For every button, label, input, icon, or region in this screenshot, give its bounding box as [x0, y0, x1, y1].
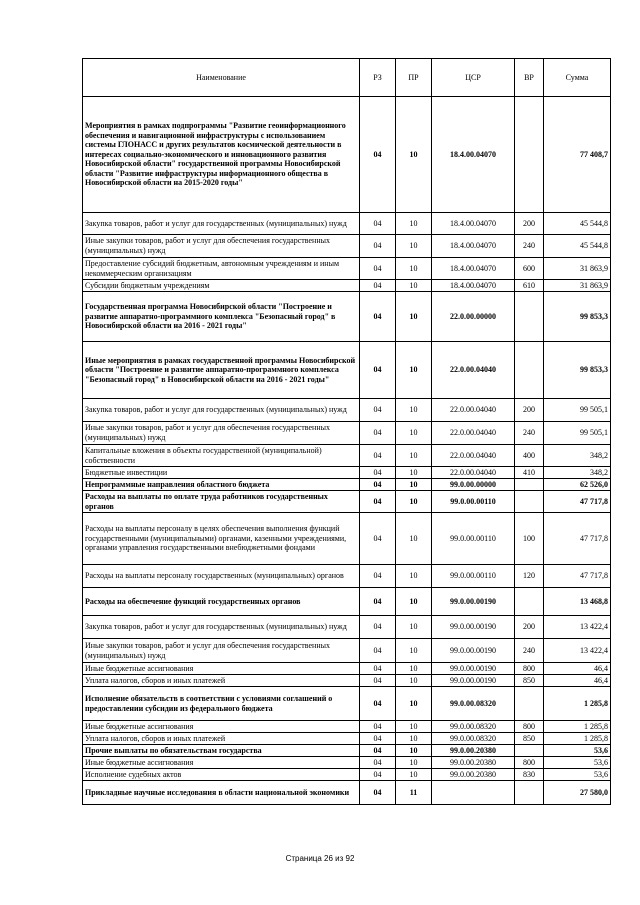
cell-csr: 99.0.00.00110	[432, 513, 515, 565]
cell-csr: 99.0.00.00110	[432, 491, 515, 513]
cell-rz: 04	[360, 292, 396, 342]
cell-csr: 99.0.00.00190	[432, 639, 515, 663]
table-row	[83, 639, 611, 663]
cell-vr: 200	[515, 616, 544, 639]
header-pr: ПР	[396, 59, 432, 97]
table-row	[83, 292, 611, 342]
cell-csr: 18.4.00.04070	[432, 97, 515, 213]
table-row	[83, 781, 611, 805]
table-row	[83, 513, 611, 565]
table-row	[83, 445, 611, 467]
cell-csr: 99.0.00.08320	[432, 733, 515, 745]
cell-rz: 04	[360, 757, 396, 769]
cell-vr: 240	[515, 639, 544, 663]
table-row	[83, 342, 611, 399]
cell-vr: 400	[515, 445, 544, 467]
cell-rz: 04	[360, 565, 396, 588]
cell-sum: 13 468,8	[544, 588, 611, 616]
header-vr: ВР	[515, 59, 544, 97]
cell-rz: 04	[360, 213, 396, 235]
cell-pr: 10	[396, 675, 432, 687]
table-row	[83, 97, 611, 213]
cell-vr: 800	[515, 663, 544, 675]
cell-name: Закупка товаров, работ и услуг для государственных (муниципальных) нужд	[83, 616, 360, 639]
cell-name: Иные закупки товаров, работ и услуг для обеспечения государственных (муниципальных) нужд	[83, 235, 360, 258]
cell-pr: 10	[396, 422, 432, 445]
cell-sum: 53,6	[544, 757, 611, 769]
cell-vr	[515, 781, 544, 805]
cell-csr: 18.4.00.04070	[432, 258, 515, 280]
cell-pr: 10	[396, 663, 432, 675]
cell-vr	[515, 479, 544, 491]
cell-csr: 99.0.00.00190	[432, 663, 515, 675]
cell-rz: 04	[360, 745, 396, 757]
table-row	[83, 399, 611, 422]
cell-pr: 11	[396, 781, 432, 805]
page-footer: Страница 26 из 92	[285, 854, 355, 863]
cell-name: Иные закупки товаров, работ и услуг для обеспечения государственных (муниципальных) нужд	[83, 639, 360, 663]
cell-rz: 04	[360, 258, 396, 280]
table-row	[83, 280, 611, 292]
cell-vr: 100	[515, 513, 544, 565]
cell-vr: 240	[515, 235, 544, 258]
cell-vr: 830	[515, 769, 544, 781]
cell-sum: 99 505,1	[544, 399, 611, 422]
table-row	[83, 721, 611, 733]
cell-pr: 10	[396, 235, 432, 258]
cell-csr	[432, 781, 515, 805]
cell-rz: 04	[360, 733, 396, 745]
cell-pr: 10	[396, 342, 432, 399]
cell-csr: 99.0.00.00190	[432, 588, 515, 616]
cell-vr	[515, 491, 544, 513]
cell-vr	[515, 687, 544, 721]
cell-rz: 04	[360, 675, 396, 687]
cell-name: Закупка товаров, работ и услуг для государственных (муниципальных) нужд	[83, 399, 360, 422]
cell-pr: 10	[396, 769, 432, 781]
cell-vr: 200	[515, 213, 544, 235]
cell-rz: 04	[360, 721, 396, 733]
cell-vr: 200	[515, 399, 544, 422]
table-row	[83, 616, 611, 639]
header-rz: РЗ	[360, 59, 396, 97]
cell-rz: 04	[360, 467, 396, 479]
cell-vr	[515, 97, 544, 213]
table-body	[83, 97, 611, 805]
header-csr: ЦСР	[432, 59, 515, 97]
cell-vr: 240	[515, 422, 544, 445]
cell-sum: 31 863,9	[544, 280, 611, 292]
cell-sum: 1 285,8	[544, 733, 611, 745]
cell-sum: 45 544,8	[544, 235, 611, 258]
cell-name: Расходы на обеспечение функций государственных органов	[83, 588, 360, 616]
cell-rz: 04	[360, 445, 396, 467]
cell-rz: 04	[360, 513, 396, 565]
cell-rz: 04	[360, 687, 396, 721]
cell-csr: 18.4.00.04070	[432, 213, 515, 235]
cell-name: Непрограммные направления областного бюджета	[83, 479, 360, 491]
cell-pr: 10	[396, 467, 432, 479]
cell-csr: 99.0.00.00190	[432, 616, 515, 639]
table-row	[83, 491, 611, 513]
cell-csr: 99.0.00.20380	[432, 757, 515, 769]
cell-pr: 10	[396, 513, 432, 565]
cell-name: Субсидии бюджетным учреждениям	[83, 280, 360, 292]
document-page	[82, 58, 610, 805]
cell-rz: 04	[360, 769, 396, 781]
cell-rz: 04	[360, 280, 396, 292]
cell-csr: 22.0.00.04040	[432, 467, 515, 479]
table-row	[83, 769, 611, 781]
cell-pr: 10	[396, 292, 432, 342]
table-row	[83, 213, 611, 235]
table-row	[83, 733, 611, 745]
cell-name: Закупка товаров, работ и услуг для государственных (муниципальных) нужд	[83, 213, 360, 235]
cell-vr: 850	[515, 675, 544, 687]
cell-rz: 04	[360, 399, 396, 422]
cell-sum: 99 853,3	[544, 292, 611, 342]
cell-vr	[515, 292, 544, 342]
cell-sum: 99 853,3	[544, 342, 611, 399]
cell-name: Иные закупки товаров, работ и услуг для обеспечения государственных (муниципальных) нужд	[83, 422, 360, 445]
cell-sum: 53,6	[544, 769, 611, 781]
cell-pr: 10	[396, 745, 432, 757]
cell-name: Государственная программа Новосибирской области "Построение и развитие аппаратно-программного комплекса "Безопасный город" в Новосибирской области на 2016 - 2021 годы"	[83, 292, 360, 342]
cell-vr: 800	[515, 721, 544, 733]
cell-sum: 31 863,9	[544, 258, 611, 280]
cell-name: Прочие выплаты по обязательствам государства	[83, 745, 360, 757]
cell-sum: 47 717,8	[544, 565, 611, 588]
cell-sum: 348,2	[544, 445, 611, 467]
cell-pr: 10	[396, 616, 432, 639]
cell-vr: 610	[515, 280, 544, 292]
cell-name: Иные бюджетные ассигнования	[83, 663, 360, 675]
cell-csr: 99.0.00.00000	[432, 479, 515, 491]
cell-vr: 850	[515, 733, 544, 745]
cell-sum: 99 505,1	[544, 422, 611, 445]
cell-sum: 62 526,0	[544, 479, 611, 491]
cell-csr: 22.0.00.00000	[432, 292, 515, 342]
cell-csr: 99.0.00.08320	[432, 687, 515, 721]
cell-rz: 04	[360, 97, 396, 213]
table-row	[83, 258, 611, 280]
cell-name: Иные бюджетные ассигнования	[83, 757, 360, 769]
cell-csr: 99.0.00.00190	[432, 675, 515, 687]
cell-name: Иные мероприятия в рамках государственной программы Новосибирской области "Построение и развитие аппаратно-программного комплекса "Безопасный город" в Новосибирской области на 2016 - 2021 годы"	[83, 342, 360, 399]
cell-csr: 99.0.00.08320	[432, 721, 515, 733]
cell-csr: 99.0.00.00110	[432, 565, 515, 588]
cell-vr: 410	[515, 467, 544, 479]
header-sum: Сумма	[544, 59, 611, 97]
cell-rz: 04	[360, 491, 396, 513]
cell-sum: 348,2	[544, 467, 611, 479]
table-row	[83, 467, 611, 479]
cell-rz: 04	[360, 422, 396, 445]
cell-pr: 10	[396, 213, 432, 235]
table-row	[83, 675, 611, 687]
cell-csr: 22.0.00.04040	[432, 445, 515, 467]
cell-rz: 04	[360, 639, 396, 663]
cell-name: Иные бюджетные ассигнования	[83, 721, 360, 733]
table-row	[83, 687, 611, 721]
cell-name: Прикладные научные исследования в области национальной экономики	[83, 781, 360, 805]
cell-pr: 10	[396, 258, 432, 280]
cell-pr: 10	[396, 639, 432, 663]
table-row	[83, 588, 611, 616]
cell-sum: 45 544,8	[544, 213, 611, 235]
cell-csr: 18.4.00.04070	[432, 280, 515, 292]
cell-pr: 10	[396, 399, 432, 422]
cell-rz: 04	[360, 663, 396, 675]
cell-name: Исполнение обязательств в соответствии с условиями соглашений о предоставлении субсидии из федерального бюджета	[83, 687, 360, 721]
cell-pr: 10	[396, 687, 432, 721]
cell-name: Капитальные вложения в объекты государственной (муниципальной) собственности	[83, 445, 360, 467]
cell-name: Уплата налогов, сборов и иных платежей	[83, 675, 360, 687]
cell-pr: 10	[396, 280, 432, 292]
cell-name: Уплата налогов, сборов и иных платежей	[83, 733, 360, 745]
cell-rz: 04	[360, 588, 396, 616]
table-header-row	[83, 59, 611, 97]
cell-vr	[515, 745, 544, 757]
cell-rz: 04	[360, 342, 396, 399]
cell-sum: 46,4	[544, 663, 611, 675]
cell-name: Исполнение судебных актов	[83, 769, 360, 781]
cell-sum: 27 580,0	[544, 781, 611, 805]
cell-rz: 04	[360, 235, 396, 258]
cell-name: Расходы на выплаты по оплате труда работников государственных органов	[83, 491, 360, 513]
cell-vr	[515, 588, 544, 616]
table-row	[83, 745, 611, 757]
cell-name: Расходы на выплаты персоналу в целях обеспечения выполнения функций государственными (муниципальными) органами, казенными учреждениями, органами управления государственными внебюджетными фондами	[83, 513, 360, 565]
table-row	[83, 757, 611, 769]
table-row	[83, 422, 611, 445]
cell-name: Мероприятия в рамках подпрограммы "Развитие геоинформационного обеспечения и навигационной инфраструктуры с использованием системы ГЛОНАСС и других результатов космической деятельности в интересах социально-экономического и инновационного развития Новосибирской области" государственной программы Новосибирской области "Развитие инфраструктуры информационного общества в Новосибирской области на 2015-2020 годы"	[83, 97, 360, 213]
cell-sum: 47 717,8	[544, 491, 611, 513]
cell-pr: 10	[396, 479, 432, 491]
cell-rz: 04	[360, 479, 396, 491]
table-row	[83, 565, 611, 588]
cell-rz: 04	[360, 781, 396, 805]
budget-table	[82, 58, 611, 805]
cell-sum: 1 285,8	[544, 687, 611, 721]
cell-rz: 04	[360, 616, 396, 639]
cell-csr: 22.0.00.04040	[432, 342, 515, 399]
cell-sum: 13 422,4	[544, 616, 611, 639]
cell-csr: 22.0.00.04040	[432, 422, 515, 445]
cell-name: Предоставление субсидий бюджетным, автономным учреждениям и иным некоммерческим организациям	[83, 258, 360, 280]
table-row	[83, 479, 611, 491]
header-name: Наименование	[83, 59, 360, 97]
cell-sum: 13 422,4	[544, 639, 611, 663]
cell-sum: 46,4	[544, 675, 611, 687]
cell-vr: 120	[515, 565, 544, 588]
cell-pr: 10	[396, 445, 432, 467]
cell-name: Расходы на выплаты персоналу государственных (муниципальных) органов	[83, 565, 360, 588]
cell-sum: 77 408,7	[544, 97, 611, 213]
cell-sum: 53,6	[544, 745, 611, 757]
cell-pr: 10	[396, 97, 432, 213]
cell-vr: 600	[515, 258, 544, 280]
cell-vr	[515, 342, 544, 399]
cell-csr: 99.0.00.20380	[432, 769, 515, 781]
cell-csr: 22.0.00.04040	[432, 399, 515, 422]
cell-pr: 10	[396, 491, 432, 513]
table-row	[83, 663, 611, 675]
cell-csr: 99.0.00.20380	[432, 745, 515, 757]
cell-name: Бюджетные инвестиции	[83, 467, 360, 479]
cell-csr: 18.4.00.04070	[432, 235, 515, 258]
cell-sum: 1 285,8	[544, 721, 611, 733]
cell-sum: 47 717,8	[544, 513, 611, 565]
cell-pr: 10	[396, 565, 432, 588]
cell-vr: 800	[515, 757, 544, 769]
cell-pr: 10	[396, 588, 432, 616]
table-row	[83, 235, 611, 258]
cell-pr: 10	[396, 733, 432, 745]
cell-pr: 10	[396, 757, 432, 769]
cell-pr: 10	[396, 721, 432, 733]
